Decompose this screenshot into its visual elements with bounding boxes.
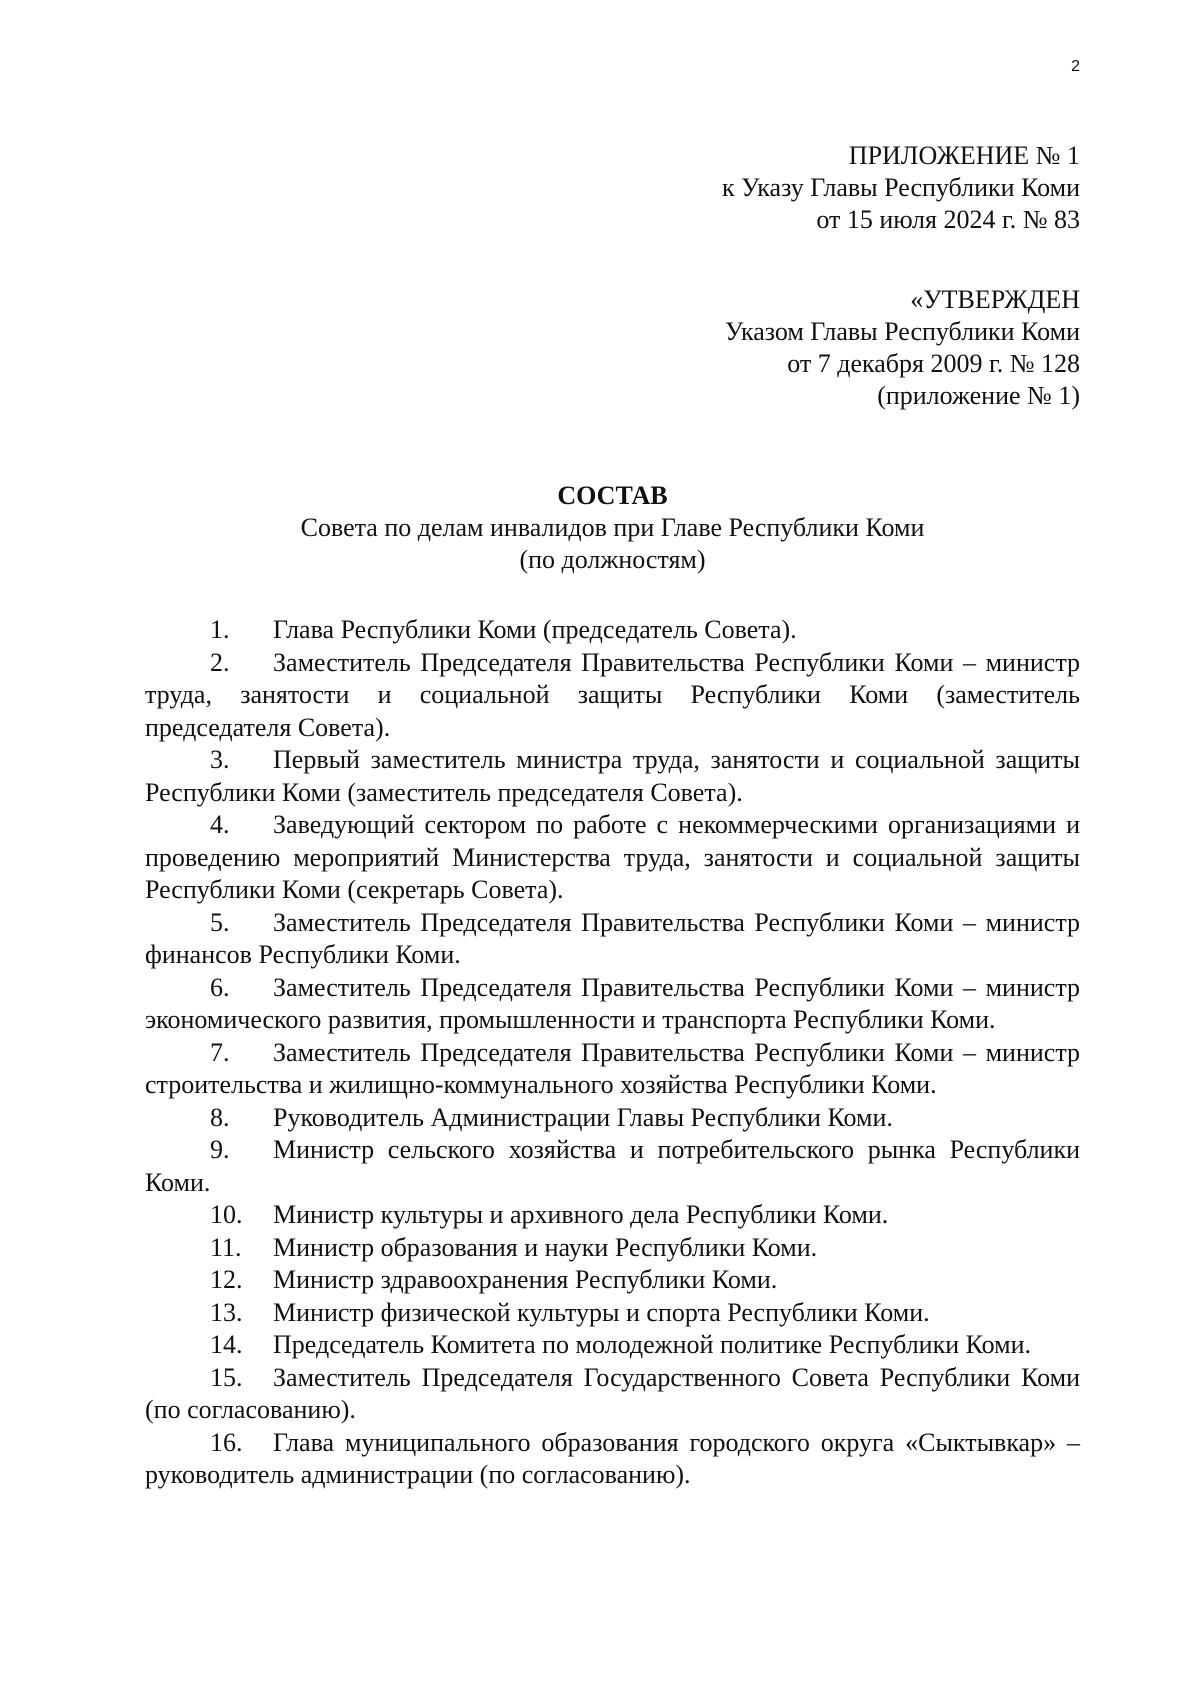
list-item	[145, 907, 1080, 972]
list-item	[145, 1264, 1080, 1297]
document-title: СОСТАВ	[557, 481, 668, 510]
list-item-number: 3.	[210, 745, 230, 774]
list-item-text: Глава муниципального образования городского округа «Сыктывкар» – руководитель администрации (по согласованию).	[145, 1427, 1080, 1489]
list-item	[145, 1362, 1080, 1427]
list-item	[145, 744, 1080, 809]
list-item-number: 9.	[210, 1135, 230, 1164]
list-item-number: 1.	[210, 615, 230, 644]
list-item-text: Министр здравоохранения Республики Коми.	[273, 1265, 778, 1294]
list-item-number: 10.	[210, 1200, 243, 1229]
approved-decree-date: от 7 декабря 2009 г. № 128	[787, 349, 1080, 378]
document-heading	[145, 480, 1080, 576]
list-item-text: Министр физической культуры и спорта Республики Коми.	[273, 1297, 930, 1327]
list-item-number: 13.	[210, 1297, 243, 1327]
annex-header	[722, 140, 1080, 236]
document-note: (по должностям)	[519, 545, 706, 574]
list-item-text: Глава Республики Коми (председатель Совета).	[273, 615, 797, 644]
annex-title: ПРИЛОЖЕНИЕ № 1	[848, 141, 1080, 170]
list-item-number: 11.	[210, 1232, 242, 1262]
list-item	[145, 972, 1080, 1037]
list-item-number: 14.	[210, 1330, 243, 1359]
list-item	[145, 1199, 1080, 1232]
annex-decree-date: от 15 июля 2024 г. № 83	[816, 205, 1080, 234]
document-subtitle: Совета по делам инвалидов при Главе Республики Коми	[300, 513, 925, 542]
annex-decree-ref: к Указу Главы Республики Коми	[722, 173, 1080, 202]
list-item	[145, 1102, 1080, 1135]
list-item-number: 2.	[210, 647, 230, 677]
list-item-text: Председатель Комитета по молодежной политике Республики Коми.	[273, 1330, 1032, 1359]
list-item-number: 5.	[210, 907, 230, 937]
list-item-text: Министр сельского хозяйства и потребительского рынка Республики Коми.	[145, 1135, 1080, 1197]
list-item-text: Заместитель Председателя Правительства Республики Коми – министр экономического развития, промышленности и транспорта Республики Коми.	[145, 972, 1080, 1034]
list-item	[145, 1297, 1080, 1330]
list-item-number: 6.	[210, 972, 230, 1002]
approved-block	[725, 284, 1080, 412]
list-item-text: Заместитель Председателя Государственного Совета Республики Коми (по согласованию).	[145, 1362, 1080, 1424]
list-item	[145, 1037, 1080, 1102]
list-item	[145, 647, 1080, 745]
approved-label: «УТВЕРЖДЕН	[910, 285, 1080, 314]
list-item-text: Заместитель Председателя Правительства Республики Коми – министр финансов Республики Коми.	[145, 907, 1080, 969]
list-item	[145, 614, 1080, 647]
list-item-text: Заместитель Председателя Правительства Республики Коми – министр строительства и жилищно-коммунального хозяйства Республики Коми.	[145, 1037, 1080, 1099]
list-item-text: Заместитель Председателя Правительства Республики Коми – министр труда, занятости и социальной защиты Республики Коми (заместитель председателя Совета).	[145, 647, 1080, 742]
list-item-number: 8.	[210, 1102, 230, 1132]
list-item-text: Заведующий сектором по работе с некоммерческими организациями и проведению мероприятий Министерства труда, занятости и социальной защиты Республики Коми (секретарь Совета).	[145, 810, 1080, 904]
list-item-text: Министр образования и науки Республики Коми.	[273, 1232, 818, 1262]
list-item	[145, 1134, 1080, 1199]
approved-annex-ref: (приложение № 1)	[877, 381, 1080, 410]
list-item-number: 4.	[210, 810, 230, 839]
list-item-number: 16.	[210, 1427, 243, 1457]
list-item-text: Руководитель Администрации Главы Республики Коми.	[273, 1102, 893, 1132]
list-item-text: Первый заместитель министра труда, занятости и социальной защиты Республики Коми (заместитель председателя Совета).	[145, 745, 1080, 807]
list-item	[145, 1232, 1080, 1265]
list-item-number: 7.	[210, 1037, 230, 1067]
list-item-number: 12.	[210, 1265, 243, 1294]
members-list	[145, 614, 1080, 1492]
list-item-number: 15.	[210, 1362, 243, 1392]
list-item	[145, 1329, 1080, 1362]
approved-decree-ref: Указом Главы Республики Коми	[724, 317, 1080, 346]
list-item	[145, 809, 1080, 907]
page-number: 2	[1071, 58, 1080, 75]
list-item-text: Министр культуры и архивного дела Республики Коми.	[273, 1200, 889, 1229]
list-item	[145, 1427, 1080, 1492]
